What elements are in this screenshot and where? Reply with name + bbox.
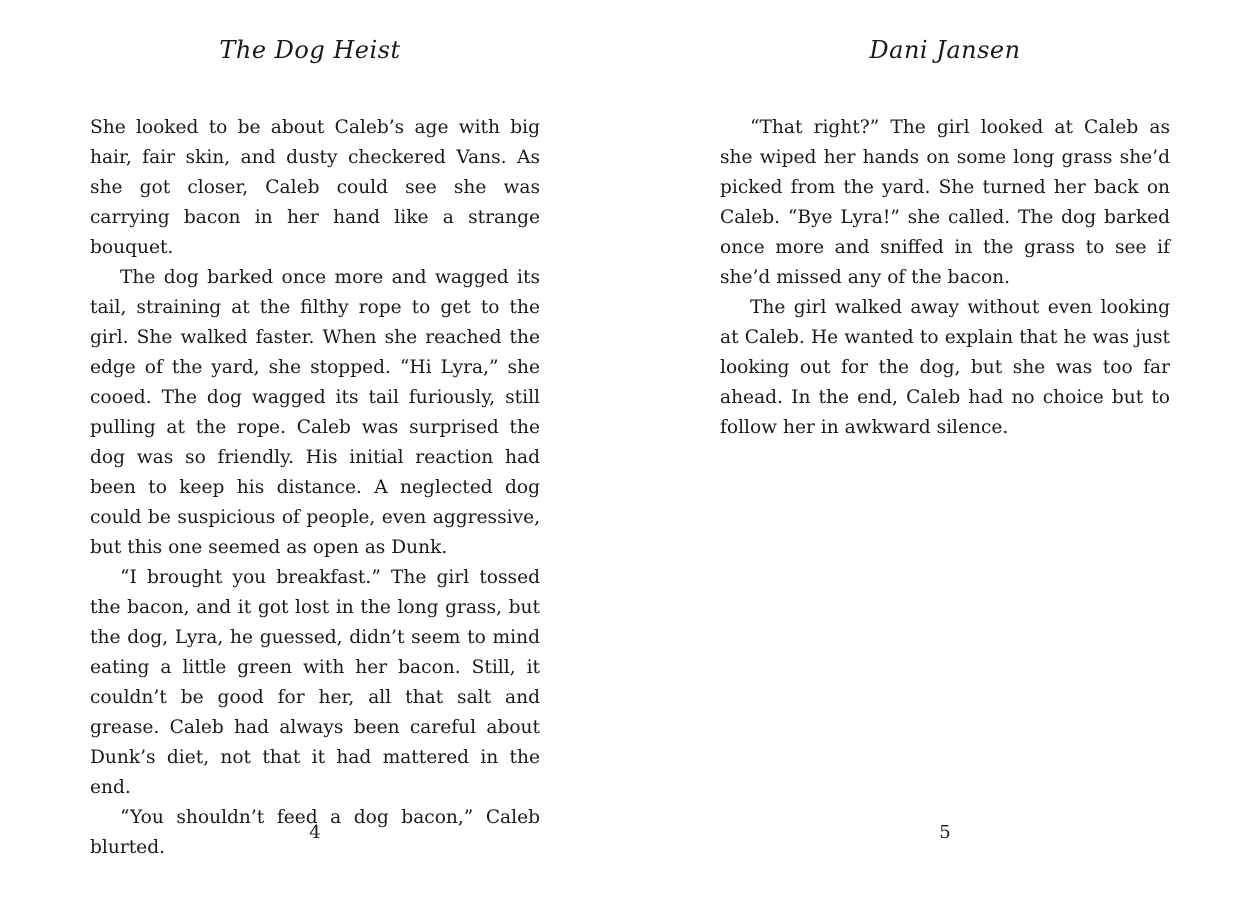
paragraph: “You shouldn’t feed a dog bacon,” Caleb blurted. xyxy=(90,807,540,858)
left-page-body xyxy=(90,113,540,863)
paragraph: “I brought you breakfast.” The girl tossed the bacon, and it got lost in the long grass, but the dog, Lyra, he guessed, didn’t seem to mind eating a little green with her bacon. Still, it couldn’t be good for her, all that salt and grease. Caleb had always been careful about Dunk’s diet, not that it had mattered in the end. xyxy=(90,567,540,798)
book-title-header: The Dog Heist xyxy=(219,36,401,64)
right-page xyxy=(630,0,1260,900)
page-number: 4 xyxy=(309,822,321,843)
paragraph: “That right?” The girl looked at Caleb as she wiped her hands on some long grass she’d picked from the yard. She turned her back on Caleb. “Bye Lyra!” she called. The dog barked once more and sniffed in the grass to see if she’d missed any of the bacon. xyxy=(720,117,1170,288)
author-name-header: Dani Jansen xyxy=(869,36,1021,64)
right-page-body xyxy=(720,113,1170,443)
paragraph: The dog barked once more and wagged its tail, straining at the filthy rope to get to the girl. She walked faster. When she reached the edge of the yard, she stopped. “Hi Lyra,” she cooed. The dog wagged its tail furiously, still pulling at the rope. Caleb was surprised the dog was so friendly. His initial reaction had been to keep his distance. A neglected dog could be suspicious of people, even aggressive, but this one seemed as open as Dunk. xyxy=(90,267,540,558)
page-number: 5 xyxy=(939,822,951,843)
paragraph: She looked to be about Caleb’s age with big hair, fair skin, and dusty checkered Vans. As she got closer, Caleb could see she was carrying bacon in her hand like a strange bouquet. xyxy=(90,117,540,258)
paragraph: The girl walked away without even looking at Caleb. He wanted to explain that he was just looking out for the dog, but she was too far ahead. In the end, Caleb had no choice but to follow her in awkward silence. xyxy=(720,297,1170,438)
